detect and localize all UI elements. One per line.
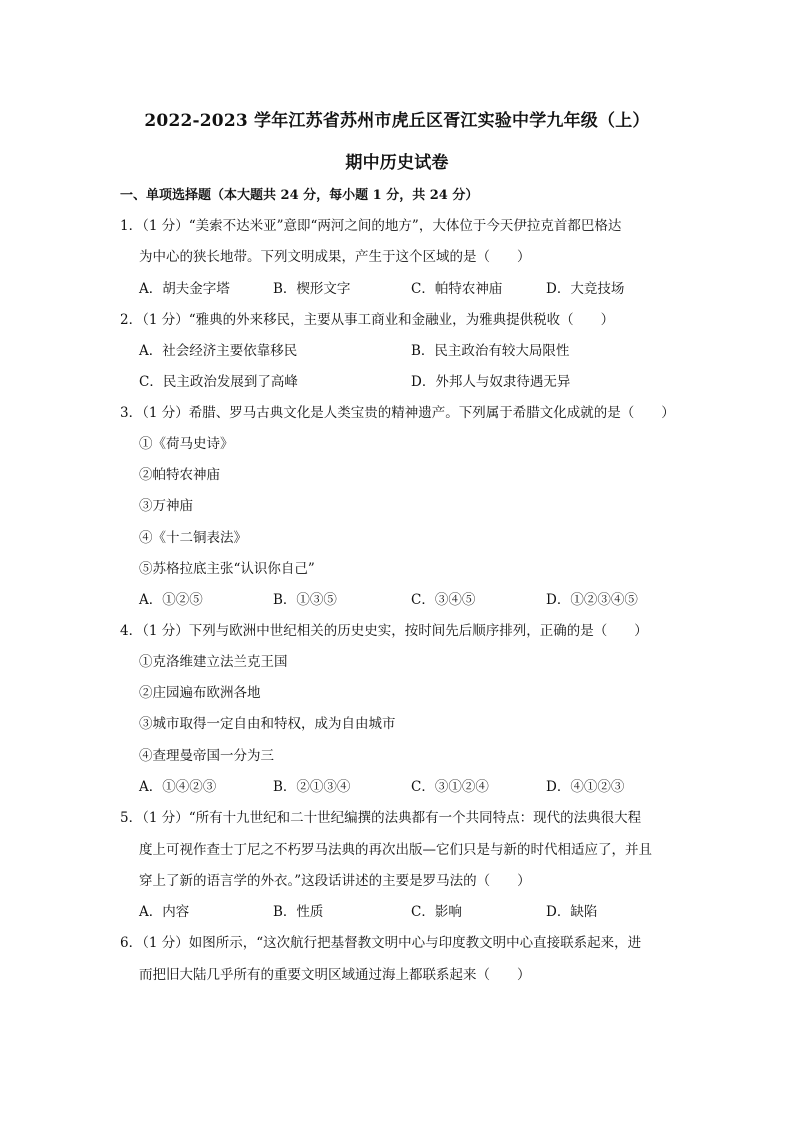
option-b: B．民主政治有较大局限性 [411,343,570,359]
question-stem: 为中心的狭长地带。下列文明成果，产生于这个区域的是（ ） [139,249,531,265]
question-item: ④查理曼帝国一分为三 [139,748,274,764]
question-item: ②帕特农神庙 [139,467,220,483]
option-a: A．内容 [139,904,190,920]
option-c: C．帕特农神庙 [411,281,503,297]
option-a: A．①④②③ [139,779,217,795]
option-b: B．②①③④ [273,779,351,795]
option-a: A．①②⑤ [139,592,203,608]
option-d: D．外邦人与奴隶待遇无异 [411,374,571,390]
question-item: ⑤苏格拉底主张“认识你自己” [139,561,315,577]
option-a: A．胡夫金字塔 [139,281,230,297]
option-c: C．③①②④ [411,779,489,795]
section-heading: 一、单项选择题（本大题共 24 分，每小题 1 分，共 24 分） [120,188,479,203]
question-item: ①《荷马史诗》 [139,436,234,452]
question-item: ④《十二铜表法》 [139,530,247,546]
question-stem: 6．（1 分）如图所示，“这次航行把基督教文明中心与印度教文明中心直接联系起来，进 [120,935,642,951]
question-stem: 5．（1 分）“所有十九世纪和二十世纪编撰的法典都有一个共同特点：现代的法典很大程 [120,810,642,826]
option-c: C．民主政治发展到了高峰 [139,374,298,390]
question-stem: 1．（1 分）“美索不达米亚”意即“两河之间的地方”，大体位于今天伊拉克首都巴格达 [120,218,622,234]
question-stem: 度上可视作查士丁尼之不朽罗马法典的再次出版—它们只是与新的时代相适应了，并且 [139,842,652,858]
question-item: ①克洛维建立法兰克王国 [139,654,288,670]
question-stem: 4．（1 分）下列与欧洲中世纪相关的历史史实，按时间先后顺序排列，正确的是（ ） [120,623,648,639]
exam-title-line2: 期中历史试卷 [345,153,449,173]
option-d: D．缺陷 [546,904,598,920]
option-c: C．影响 [411,904,462,920]
question-stem: 3．（1 分）希腊、罗马古典文化是人类宝贵的精神遗产。下列属于希腊文化成就的是（ ） [120,405,675,421]
question-item: ②庄园遍布欧洲各地 [139,685,261,701]
question-stem: 2．（1 分）“雅典的外来移民，主要从事工商业和金融业，为雅典提供税收（ ） [120,312,615,328]
option-b: B．①③⑤ [273,592,337,608]
option-d: D．④①②③ [546,779,625,795]
question-stem: 穿上了新的语言学的外衣。”这段话讲述的主要是罗马法的（ ） [139,873,531,889]
exam-title-line1: 2022-2023 学年江苏省苏州市虎丘区胥江实验中学九年级（上） [144,111,650,131]
question-item: ③万神庙 [139,498,193,514]
option-a: A．社会经济主要依靠移民 [139,343,298,359]
question-item: ③城市取得一定自由和特权，成为自由城市 [139,716,396,732]
question-stem: 而把旧大陆几乎所有的重要文明区域通过海上都联系起来（ ） [139,967,531,983]
option-d: D．大竞技场 [546,281,625,297]
option-b: B．楔形文字 [273,281,351,297]
option-c: C．③④⑤ [411,592,476,608]
option-b: B．性质 [273,904,324,920]
option-d: D．①②③④⑤ [546,592,638,608]
